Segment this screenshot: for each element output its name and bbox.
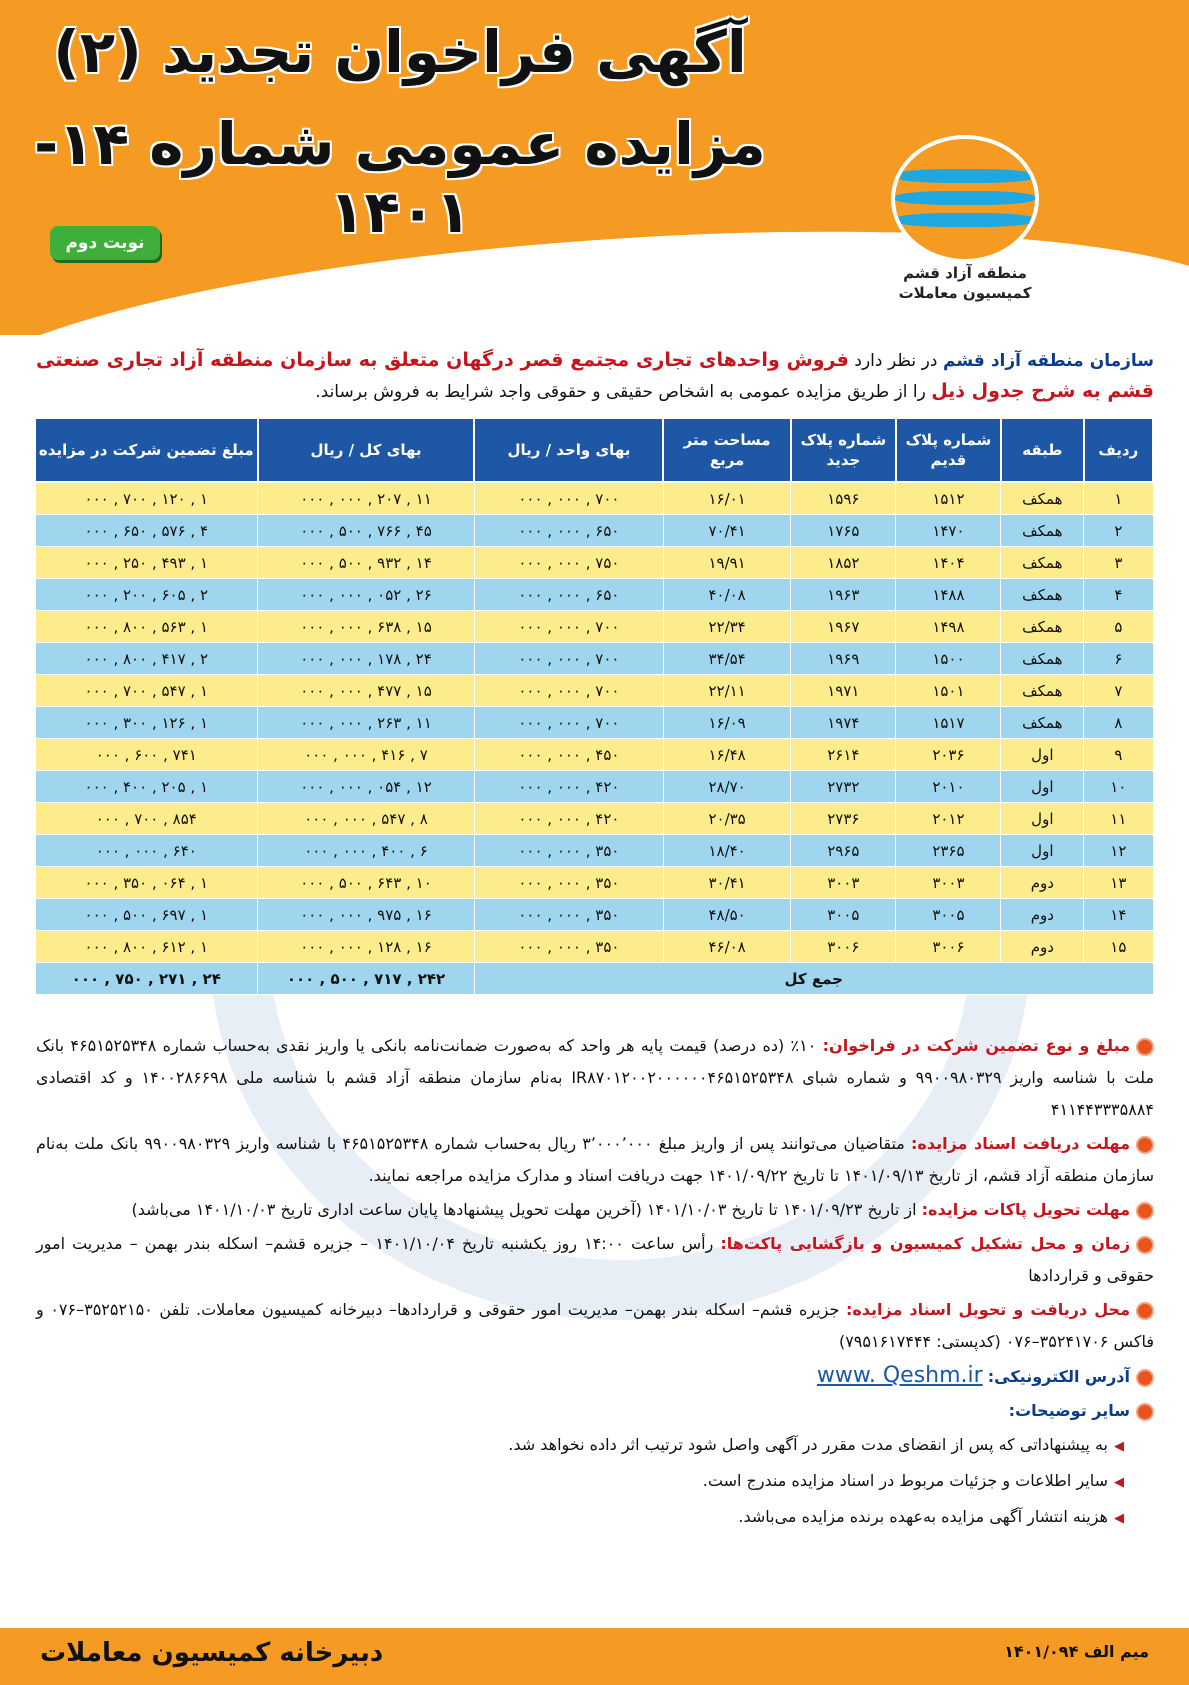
note-heading: مهلت تحویل پاکات مزایده: — [921, 1200, 1130, 1219]
table-cell: ۷۰۰ , ۰۰۰ , ۰۰۰ — [474, 643, 663, 675]
footer-bar — [0, 1628, 1189, 1685]
table-row — [35, 771, 1153, 803]
table-header-row — [35, 418, 1153, 482]
table-cell: ۲۰/۳۵ — [663, 803, 790, 835]
table-cell: ۲ — [1084, 515, 1153, 547]
table-cell: ۳۵۰ , ۰۰۰ , ۰۰۰ — [474, 899, 663, 931]
table-cell: ۷۰۰ , ۰۰۰ , ۰۰۰ — [474, 675, 663, 707]
table-cell: ۱۹۶۹ — [791, 643, 896, 675]
bullet-icon — [1136, 1136, 1154, 1154]
table-cell: ۱۵۱۷ — [896, 707, 1001, 739]
bullet-icon — [1136, 1369, 1154, 1387]
table-header-cell: مساحت متر مربع — [663, 418, 790, 482]
table-cell: ۲۷۳۲ — [791, 771, 896, 803]
table-row — [35, 707, 1153, 739]
table-cell: ۴۵۰ , ۰۰۰ , ۰۰۰ — [474, 739, 663, 771]
table-cell: ۵ — [1084, 611, 1153, 643]
table-cell: ۳۰۰۶ — [791, 931, 896, 963]
note-item — [36, 1294, 1154, 1358]
table-cell: ۱۹/۹۱ — [663, 547, 790, 579]
table-cell: همکف — [1001, 547, 1084, 579]
table-cell: ۱۸/۴۰ — [663, 835, 790, 867]
note-text: از تاریخ ۱۴۰۱/۰۹/۲۳ تا تاریخ ۱۴۰۱/۱۰/۰۳ (آخرین مهلت تحویل پیشنهادها پایان ساعت اداری تاریخ ۱۴۰۱/۱۰/۰۳ می‌باشد) — [131, 1200, 922, 1219]
total-price: ۲۴۲ , ۷۱۷ , ۵۰۰ , ۰۰۰ — [258, 963, 475, 995]
table-cell: ۱۵۹۶ — [791, 482, 896, 515]
note-heading: زمان و محل تشکیل کمیسیون و بازگشایی پاکت‌ها: — [720, 1234, 1131, 1253]
other-item — [36, 1465, 1124, 1499]
website-link[interactable]: www. Qeshm.ir — [816, 1363, 983, 1388]
table-total-row — [35, 963, 1153, 995]
bullet-icon — [1136, 1302, 1154, 1320]
table-cell: ۱۵۰۰ — [896, 643, 1001, 675]
table-cell: ۳۵۰ , ۰۰۰ , ۰۰۰ — [474, 931, 663, 963]
table-cell: ۱۹۷۱ — [791, 675, 896, 707]
table-cell: ۲۰۱۰ — [896, 771, 1001, 803]
table-cell: ۲۲/۳۴ — [663, 611, 790, 643]
table-cell: ۱۴۹۸ — [896, 611, 1001, 643]
other-item-text: هزینه انتشار آگهی مزایده به‌عهده برنده مزایده می‌باشد. — [738, 1507, 1108, 1526]
table-cell: ۴ — [1084, 579, 1153, 611]
table-cell: ۸۵۴ , ۷۰۰ , ۰۰۰ — [35, 803, 258, 835]
table-row — [35, 482, 1153, 515]
table-cell: ۳۵۰ , ۰۰۰ , ۰۰۰ — [474, 867, 663, 899]
table-cell: ۱۹۷۴ — [791, 707, 896, 739]
table-cell: ۴ , ۵۷۶ , ۶۵۰ , ۰۰۰ — [35, 515, 258, 547]
table-cell: ۳۰۰۵ — [791, 899, 896, 931]
table-cell: ۲۹۶۵ — [791, 835, 896, 867]
table-cell: ۴۶/۰۸ — [663, 931, 790, 963]
table-cell: ۱ , ۶۹۷ , ۵۰۰ , ۰۰۰ — [35, 899, 258, 931]
note-item — [36, 1228, 1154, 1292]
table-cell: ۱۵ — [1084, 931, 1153, 963]
table-cell: ۱۴۰۴ — [896, 547, 1001, 579]
table-cell: ۴۵ , ۷۶۶ , ۵۰۰ , ۰۰۰ — [258, 515, 475, 547]
table-cell: ۱۰ — [1084, 771, 1153, 803]
table-cell: ۱۱ , ۲۰۷ , ۰۰۰ , ۰۰۰ — [258, 482, 475, 515]
total-label: جمع کل — [474, 963, 1153, 995]
note-text: رأس ساعت ۱۴:۰۰ روز یکشنبه تاریخ ۱۴۰۱/۱۰/۰۴ – جزیره قشم– اسکله بندر بهمن – مدیریت امور حقوقی و قراردادها — [36, 1234, 1154, 1285]
table-cell: همکف — [1001, 707, 1084, 739]
table-cell: ۱۴ — [1084, 899, 1153, 931]
note-heading: مهلت دریافت اسناد مزایده: — [911, 1134, 1131, 1153]
table-cell: ۹ — [1084, 739, 1153, 771]
table-cell: ۲۰۱۲ — [896, 803, 1001, 835]
table-header-cell: مبلغ تضمین شرکت در مزایده — [35, 418, 258, 482]
other-item — [36, 1429, 1124, 1463]
table-cell: ۱۲ , ۰۵۴ , ۰۰۰ , ۰۰۰ — [258, 771, 475, 803]
table-cell: ۷۰۰ , ۰۰۰ , ۰۰۰ — [474, 611, 663, 643]
intro-text-2: را از طریق مزایده عمومی به اشخاص حقیقی و حقوقی واجد شرایط به فروش برساند. — [315, 382, 932, 402]
table-cell: ۱ , ۰۶۴ , ۳۵۰ , ۰۰۰ — [35, 867, 258, 899]
table-cell: ۱۶/۰۹ — [663, 707, 790, 739]
arrow-icon: ◀ — [1114, 1511, 1124, 1526]
intro-subject: فروش واحدهای تجاری مجتمع قصر درگهان متعلق به سازمان منطقه آزاد تجاری صنعتی قشم به شرح جدول ذیل — [36, 349, 1154, 402]
other-item — [36, 1501, 1124, 1535]
footer-signature: دبیرخانه کمیسیون معاملات — [40, 1638, 384, 1668]
table-cell: دوم — [1001, 899, 1084, 931]
round-badge: نوبت دوم — [50, 226, 160, 260]
bullet-icon — [1136, 1038, 1154, 1056]
other-item-text: سایر اطلاعات و جزئیات مربوط در اسناد مزایده مندرج است. — [702, 1471, 1108, 1490]
website-note — [36, 1360, 1154, 1393]
table-cell: ۲ , ۴۱۷ , ۸۰۰ , ۰۰۰ — [35, 643, 258, 675]
other-list — [36, 1429, 1154, 1535]
table-cell: ۴۲۰ , ۰۰۰ , ۰۰۰ — [474, 803, 663, 835]
table-cell: ۲۲/۱۱ — [663, 675, 790, 707]
table-cell: همکف — [1001, 643, 1084, 675]
table-cell: همکف — [1001, 675, 1084, 707]
website-label: آدرس الکترونیکی: — [987, 1367, 1130, 1386]
table-cell: ۳۴/۵۴ — [663, 643, 790, 675]
table-cell: ۶۵۰ , ۰۰۰ , ۰۰۰ — [474, 579, 663, 611]
table-cell: ۳۰۰۶ — [896, 931, 1001, 963]
bullet-icon — [1136, 1202, 1154, 1220]
table-cell: ۸ , ۵۴۷ , ۰۰۰ , ۰۰۰ — [258, 803, 475, 835]
logo-caption-2: کمیسیون معاملات — [898, 284, 1032, 302]
table-cell: ۱۵ , ۶۳۸ , ۰۰۰ , ۰۰۰ — [258, 611, 475, 643]
table-row — [35, 611, 1153, 643]
table-cell: ۱ , ۱۲۶ , ۳۰۰ , ۰۰۰ — [35, 707, 258, 739]
table-cell: ۱۶/۴۸ — [663, 739, 790, 771]
table-row — [35, 899, 1153, 931]
table-row — [35, 803, 1153, 835]
table-cell: ۱ — [1084, 482, 1153, 515]
table-cell: همکف — [1001, 579, 1084, 611]
note-text: متقاضیان می‌توانند پس از واریز مبلغ ۳٬۰۰۰٬۰۰۰ ریال به‌حساب شماره ۴۶۵۱۵۲۵۳۴۸ با شناسه واریز ۹۹۰۰۹۸۰۳۲۹ بانک ملت به‌نام سازمان منطقه آزاد قشم، از تاریخ ۱۴۰۱/۰۹/۱۳ تا تاریخ ۱۴۰۱/۰۹/۲۲ جهت دریافت اسناد و مدارک مزایده مراجعه نمایند. — [36, 1134, 1154, 1185]
notes-section — [36, 1030, 1154, 1537]
table-cell: ۱۶ , ۱۲۸ , ۰۰۰ , ۰۰۰ — [258, 931, 475, 963]
table-cell: اول — [1001, 771, 1084, 803]
table-cell: ۷۰/۴۱ — [663, 515, 790, 547]
logo-caption-1: منطقه آزاد قشم — [903, 264, 1027, 282]
table-row — [35, 835, 1153, 867]
table-cell: اول — [1001, 835, 1084, 867]
table-cell: ۲۰۳۶ — [896, 739, 1001, 771]
table-cell: دوم — [1001, 867, 1084, 899]
table-cell: ۱۶/۰۱ — [663, 482, 790, 515]
table-cell: همکف — [1001, 611, 1084, 643]
table-header-cell: بهای واحد / ریال — [474, 418, 663, 482]
table-cell: دوم — [1001, 931, 1084, 963]
table-cell: اول — [1001, 739, 1084, 771]
table-cell: ۱ , ۵۶۳ , ۸۰۰ , ۰۰۰ — [35, 611, 258, 643]
table-cell: ۱۹۶۳ — [791, 579, 896, 611]
table-cell: ۷۰۰ , ۰۰۰ , ۰۰۰ — [474, 707, 663, 739]
table-cell: ۴۸/۵۰ — [663, 899, 790, 931]
note-item — [36, 1030, 1154, 1126]
arrow-icon: ◀ — [1114, 1475, 1124, 1490]
footer-code: میم الف ۱۴۰۱/۰۹۴ — [1004, 1642, 1149, 1661]
table-row — [35, 515, 1153, 547]
table-cell: ۱۲ — [1084, 835, 1153, 867]
table-cell: ۱۶ , ۹۷۵ , ۰۰۰ , ۰۰۰ — [258, 899, 475, 931]
table-cell: ۲ , ۶۰۵ , ۲۰۰ , ۰۰۰ — [35, 579, 258, 611]
table-cell: ۱۴۷۰ — [896, 515, 1001, 547]
note-item — [36, 1128, 1154, 1192]
table-row — [35, 547, 1153, 579]
table-row — [35, 675, 1153, 707]
header-banner — [0, 0, 1189, 335]
arrow-icon: ◀ — [1114, 1439, 1124, 1454]
table-cell: ۱ , ۴۹۳ , ۲۵۰ , ۰۰۰ — [35, 547, 258, 579]
table-cell: ۲۷۳۶ — [791, 803, 896, 835]
table-cell: ۱ , ۲۰۵ , ۴۰۰ , ۰۰۰ — [35, 771, 258, 803]
table-cell: ۷ — [1084, 675, 1153, 707]
table-cell: ۱ , ۵۴۷ , ۷۰۰ , ۰۰۰ — [35, 675, 258, 707]
table-cell: ۱ , ۶۱۲ , ۸۰۰ , ۰۰۰ — [35, 931, 258, 963]
waves-logo-icon — [891, 135, 1039, 263]
table-cell: ۷۰۰ , ۰۰۰ , ۰۰۰ — [474, 482, 663, 515]
table-cell: ۶۴۰ , ۰۰۰ , ۰۰۰ — [35, 835, 258, 867]
intro-paragraph — [36, 345, 1154, 407]
table-header-cell: ردیف — [1084, 418, 1153, 482]
other-item-text: به پیشنهاداتی که پس از انقضای مدت مقرر در آگهی واصل شود ترتیب اثر داده نخواهد شد. — [508, 1435, 1108, 1454]
table-cell: ۶۵۰ , ۰۰۰ , ۰۰۰ — [474, 515, 663, 547]
table-cell: همکف — [1001, 515, 1084, 547]
table-cell: ۲۸/۷۰ — [663, 771, 790, 803]
table-row — [35, 579, 1153, 611]
bullet-icon — [1136, 1403, 1154, 1421]
table-cell: ۷۴۱ , ۶۰۰ , ۰۰۰ — [35, 739, 258, 771]
table-cell: ۶ , ۴۰۰ , ۰۰۰ , ۰۰۰ — [258, 835, 475, 867]
table-cell: ۲۴ , ۱۷۸ , ۰۰۰ , ۰۰۰ — [258, 643, 475, 675]
table-cell: ۱۵۱۲ — [896, 482, 1001, 515]
title-line-1: آگهی فراخوان تجدید (۲) — [53, 18, 747, 86]
table-row — [35, 867, 1153, 899]
table-cell: ۱۵۰۱ — [896, 675, 1001, 707]
note-heading: مبلغ و نوع تضمین شرکت در فراخوان: — [822, 1036, 1131, 1055]
table-cell: ۳ — [1084, 547, 1153, 579]
table-cell: همکف — [1001, 482, 1084, 515]
note-item — [36, 1194, 1154, 1226]
intro-text-1: در نظر دارد — [848, 351, 943, 371]
bullet-icon — [1136, 1236, 1154, 1254]
table-header-cell: بهای کل / ریال — [258, 418, 475, 482]
table-body — [35, 482, 1153, 995]
note-text: ۱۰٪ (ده درصد) قیمت پایه هر واحد که به‌صورت ضمانت‌نامه بانکی یا واریز نقدی به‌حساب شماره ۴۶۵۱۵۲۵۳۴۸ بانک ملت با شناسه واریز ۹۹۰۰۹۸۰۳۲۹ و شماره شبای IR۸۷۰۱۲۰۰۲۰۰۰۰۰۰۴۶۵۱۵۲۵۳۴۸ به‌نام سازمان منطقه آزاد قشم با شناسه ملی ۱۴۰۰۲۸۶۶۹۸ و کد اقتصادی ۴۱۱۴۴۳۳۳۵۸۸۴ — [36, 1036, 1155, 1119]
table-cell: ۴۲۰ , ۰۰۰ , ۰۰۰ — [474, 771, 663, 803]
table-cell: ۱۴ , ۹۳۲ , ۵۰۰ , ۰۰۰ — [258, 547, 475, 579]
table-cell: ۳۰/۴۱ — [663, 867, 790, 899]
table-cell: ۲۶ , ۰۵۲ , ۰۰۰ , ۰۰۰ — [258, 579, 475, 611]
other-note — [36, 1395, 1154, 1427]
table-row — [35, 643, 1153, 675]
table-cell: ۴۰/۰۸ — [663, 579, 790, 611]
auction-table — [34, 417, 1154, 995]
table-cell: ۳۵۰ , ۰۰۰ , ۰۰۰ — [474, 835, 663, 867]
table-header-cell: شماره پلاک جدید — [791, 418, 896, 482]
table-cell: ۳۰۰۳ — [791, 867, 896, 899]
table-cell: ۱۸۵۲ — [791, 547, 896, 579]
title-line-2: مزایده عمومی شماره ۱۴- ۱۴۰۱ — [34, 110, 766, 246]
table-cell: ۲۳۶۵ — [896, 835, 1001, 867]
table-header-cell: شماره پلاک قدیم — [896, 418, 1001, 482]
table-cell: ۱۴۸۸ — [896, 579, 1001, 611]
notes-list — [36, 1030, 1154, 1358]
qeshm-logo — [890, 135, 1040, 300]
table-header-cell: طبقه — [1001, 418, 1084, 482]
table-cell: ۷ , ۴۱۶ , ۰۰۰ , ۰۰۰ — [258, 739, 475, 771]
table-cell: ۲۶۱۴ — [791, 739, 896, 771]
table-cell: ۱۳ — [1084, 867, 1153, 899]
table-cell: اول — [1001, 803, 1084, 835]
table-cell: ۸ — [1084, 707, 1153, 739]
note-text: جزیره قشم– اسکله بندر بهمن– مدیریت امور حقوقی و قراردادها– دبیرخانه کمیسیون معاملات. تلفن ۳۵۲۵۲۱۵۰–۰۷۶ و فاکس ۳۵۲۴۱۷۰۶–۰۷۶ (کدپستی: ۷۹۵۱۶۱۷۴۴۴) — [36, 1300, 1154, 1351]
intro-org: سازمان منطقه آزاد قشم — [942, 351, 1155, 371]
table-cell: ۳۰۰۵ — [896, 899, 1001, 931]
table-cell: ۱۵ , ۴۷۷ , ۰۰۰ , ۰۰۰ — [258, 675, 475, 707]
table-cell: ۳۰۰۳ — [896, 867, 1001, 899]
table-row — [35, 739, 1153, 771]
table-cell: ۷۵۰ , ۰۰۰ , ۰۰۰ — [474, 547, 663, 579]
table-cell: ۱۱ — [1084, 803, 1153, 835]
table-row — [35, 931, 1153, 963]
total-guarantee: ۲۴ , ۲۷۱ , ۷۵۰ , ۰۰۰ — [35, 963, 258, 995]
other-label: سایر توضیحات: — [1008, 1401, 1130, 1420]
table-cell: ۱۱ , ۲۶۳ , ۰۰۰ , ۰۰۰ — [258, 707, 475, 739]
table-cell: ۱۷۶۵ — [791, 515, 896, 547]
table-cell: ۱۰ , ۶۴۳ , ۵۰۰ , ۰۰۰ — [258, 867, 475, 899]
table-cell: ۱ , ۱۲۰ , ۷۰۰ , ۰۰۰ — [35, 482, 258, 515]
table-cell: ۱۹۶۷ — [791, 611, 896, 643]
note-heading: محل دریافت و تحویل اسناد مزایده: — [845, 1300, 1130, 1319]
table-cell: ۶ — [1084, 643, 1153, 675]
